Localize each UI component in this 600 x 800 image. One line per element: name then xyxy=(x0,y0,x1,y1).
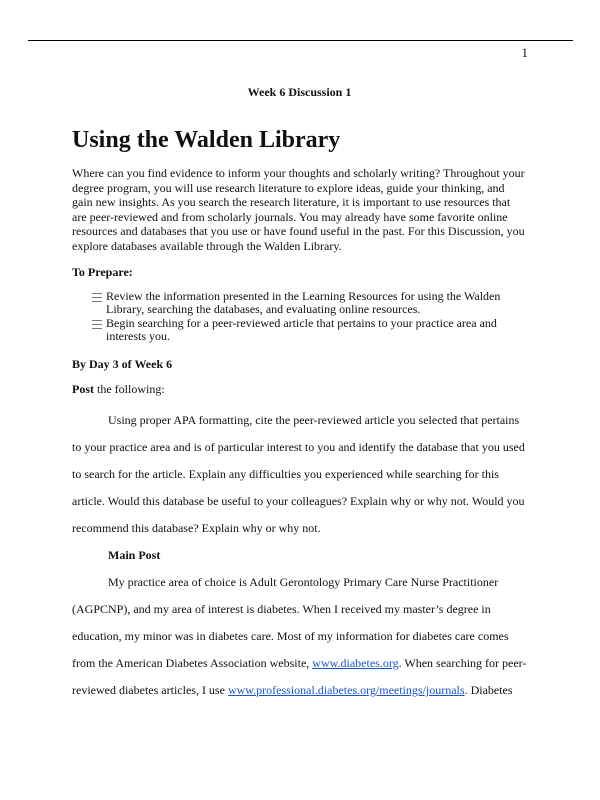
main-post-text-3: . Diabetes xyxy=(464,683,513,697)
list-item xyxy=(92,290,527,316)
list-item-text: Begin searching for a peer-reviewed article that pertains to your practice area and interests you. xyxy=(106,316,497,343)
professional-diabetes-link[interactable]: www.professional.diabetes.org/meetings/journals xyxy=(227,683,465,697)
prepare-list xyxy=(92,290,527,343)
page-title: Using the Walden Library xyxy=(72,127,341,153)
main-post-text-1: My practice area of choice is Adult Gerontology Primary Care Nurse Practitioner (AGPCNP), and my area of interest is diabetes. When I received my master’s degree in education, my minor was in diabetes care. Most of my information for diabetes care comes from the American Diabetes Association website, xyxy=(72,575,509,670)
bullet-icon xyxy=(92,293,102,302)
page-number: 1 xyxy=(521,45,528,60)
to-prepare-heading: To Prepare: xyxy=(72,265,133,279)
post-rest: the following: xyxy=(94,382,165,396)
main-post-paragraph xyxy=(72,569,527,704)
main-post-heading: Main Post xyxy=(108,548,161,562)
bullet-icon xyxy=(92,320,102,329)
intro-paragraph: Where can you find evidence to inform your thoughts and scholarly writing? Throughout your degree program, you will use research literature to explore ideas, guide your thinking, and gain new insights. As you search the research literature, it is important to use resources that are peer-reviewed and from scholarly journals. You may already have some favorite online resources and databases that you use or have found useful in the past. For this Discussion, you explore databases available through the Walden Library. xyxy=(72,166,525,253)
day3-heading: By Day 3 of Week 6 xyxy=(72,357,173,371)
week-heading: Week 6 Discussion 1 xyxy=(247,85,352,99)
instructions-paragraph: Using proper APA formatting, cite the peer-reviewed article you selected that pertains to your practice area and is of particular interest to you and identify the database that you used to search for the article. Explain any difficulties you experienced while searching for this article. Would this database be useful to your colleagues? Explain why or why not. Would you recommend this database? Explain why or why not. xyxy=(72,413,525,535)
list-item-text: Review the information presented in the Learning Resources for using the Walden Library, searching the databases, and evaluating online resources. xyxy=(106,289,501,316)
header-rule xyxy=(28,40,573,41)
post-bold: Post xyxy=(72,382,94,396)
post-line xyxy=(72,382,527,397)
document-body xyxy=(72,85,527,704)
main-post-text-2: . When searching for peer-reviewed diabetes articles, I use xyxy=(72,656,527,697)
diabetes-org-link[interactable]: www.diabetes.org xyxy=(312,656,399,670)
list-item xyxy=(92,317,527,343)
